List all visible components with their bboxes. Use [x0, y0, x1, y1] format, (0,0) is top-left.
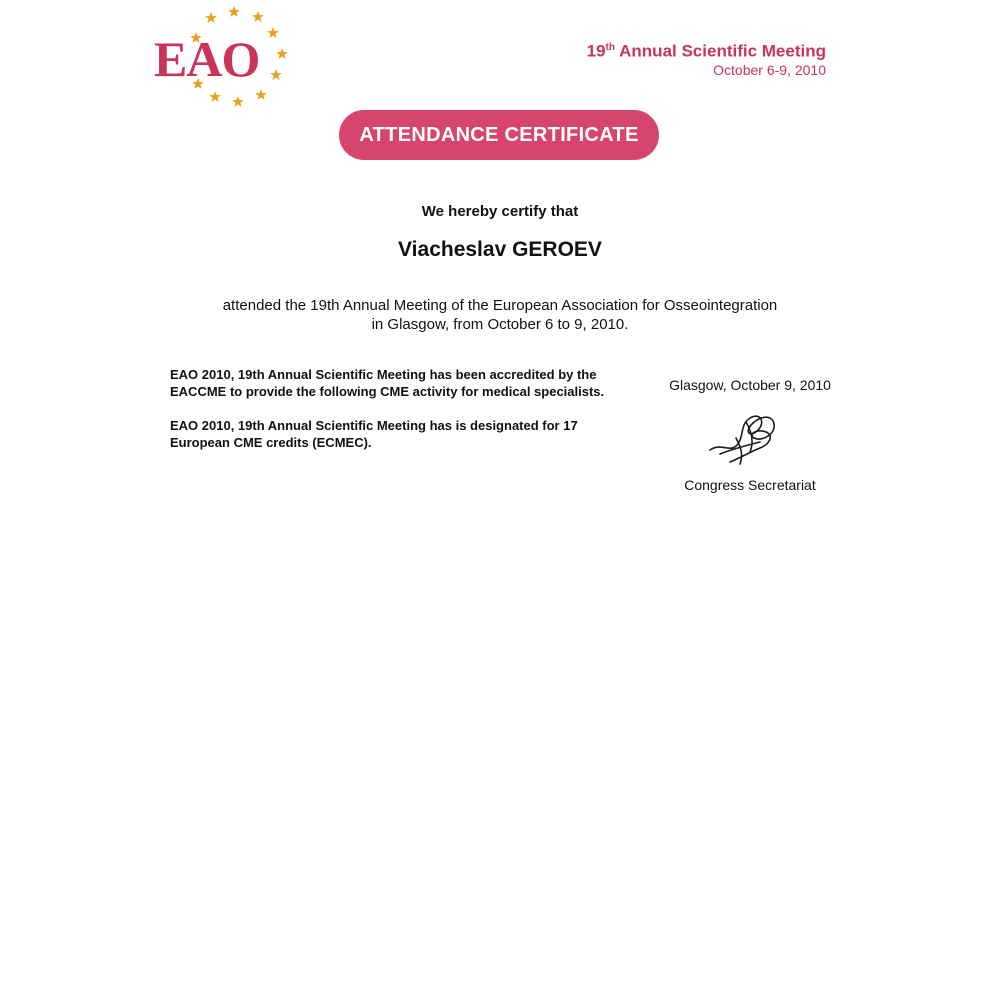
meeting-title — [587, 38, 826, 62]
meeting-dates: October 6-9, 2010 — [713, 61, 826, 78]
accreditation-p1-line-1: EAO 2010, 19th Annual Scientific Meeting has been accredited by the — [170, 367, 597, 382]
signatory-title: Congress Secretariat — [684, 477, 816, 493]
recipient-name: Viacheslav GEROEV — [398, 238, 602, 261]
meeting-header — [587, 38, 826, 78]
meeting-ordinal-suffix: th — [605, 42, 616, 53]
meeting-title-rest: Annual Scientific Meeting — [615, 41, 826, 61]
banner-title: ATTENDANCE CERTIFICATE — [359, 123, 639, 146]
place-date: Glasgow, October 9, 2010 — [669, 377, 831, 393]
accreditation-p2-line-1: EAO 2010, 19th Annual Scientific Meeting has is designated for 17 — [170, 418, 578, 433]
logo-wordmark: EAO — [154, 31, 260, 87]
signature-icon — [700, 402, 790, 472]
eao-logo — [148, 0, 298, 115]
accreditation-paragraph-1 — [170, 366, 640, 400]
certify-line: We hereby certify that — [421, 203, 579, 220]
certificate-banner — [339, 110, 659, 160]
accreditation-p2-line-2: European CME credits (ECMEC). — [170, 435, 372, 450]
attendance-line-2: in Glasgow, from October 6 to 9, 2010. — [371, 316, 629, 333]
attendance-line-1: attended the 19th Annual Meeting of the European Association for Osseointegration — [222, 297, 778, 314]
attendance-statement — [0, 296, 1000, 334]
accreditation-p1-line-2: EACCME to provide the following CME activity for medical specialists. — [170, 384, 605, 399]
accreditation-paragraph-2 — [170, 417, 640, 451]
meeting-ordinal-number: 19 — [586, 41, 606, 61]
accreditation-block — [170, 366, 640, 468]
